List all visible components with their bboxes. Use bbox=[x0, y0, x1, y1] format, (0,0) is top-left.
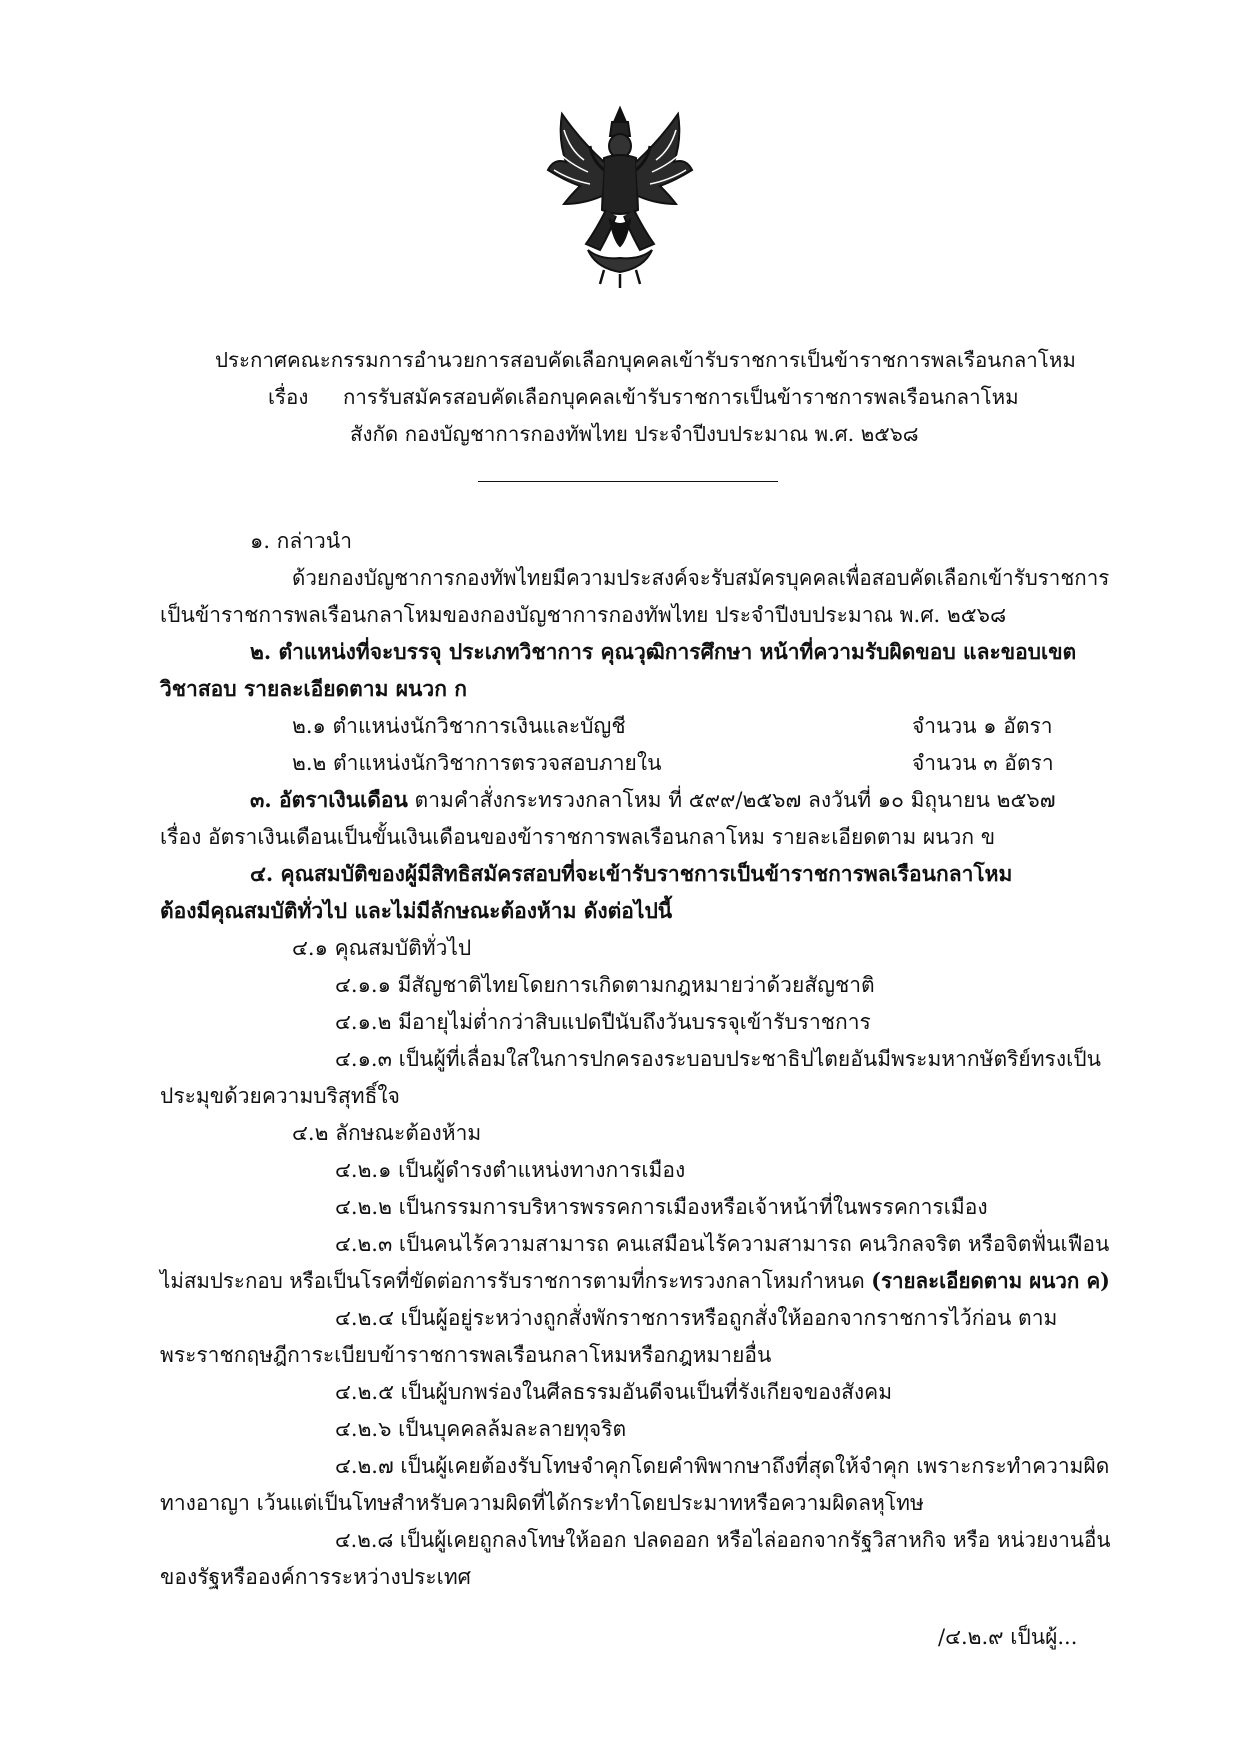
item-4-2-1: ๔.๒.๑ เป็นผู้ดำรงตำแหน่งทางการเมือง bbox=[335, 1158, 686, 1182]
item-4-2-6: ๔.๒.๖ เป็นบุคคลล้มละลายทุจริต bbox=[335, 1417, 627, 1441]
item-4-2-3-text: ไม่สมประกอบ หรือเป็นโรคที่ขัดต่อการรับราชการตามที่กระทรวงกลาโหมกำหนด bbox=[160, 1269, 872, 1293]
section-4-title-line-1: ๔. คุณสมบัติของผู้มีสิทธิสมัครสอบที่จะเข้ารับราชการเป็นข้าราชการพลเรือนกลาโหม bbox=[250, 861, 1013, 886]
section-1-paragraph-line-2: เป็นข้าราชการพลเรือนกลาโหมของกองบัญชาการกองทัพไทย ประจำปีงบประมาณ พ.ศ. ๒๕๖๘ bbox=[160, 603, 1007, 627]
item-4-2-3-line-2 bbox=[160, 1266, 1110, 1296]
section-1-paragraph-line-1: ด้วยกองบัญชาการกองทัพไทยมีความประสงค์จะรับสมัครบุคคลเพื่อสอบคัดเลือกเข้ารับราชการ bbox=[292, 566, 1110, 590]
item-4-2-3-line-1: ๔.๒.๓ เป็นคนไร้ความสามารถ คนเสมือนไร้ความสามารถ คนวิกลจริต หรือจิตฟั่นเฟือน bbox=[335, 1232, 1110, 1256]
item-4-1: ๔.๑ คุณสมบัติทั่วไป bbox=[292, 936, 472, 960]
section-4-title-line-2: ต้องมีคุณสมบัติทั่วไป และไม่มีลักษณะต้องห้าม ดังต่อไปนี้ bbox=[160, 898, 673, 923]
item-4-2-7-line-1: ๔.๒.๗ เป็นผู้เคยต้องรับโทษจำคุกโดยคำพิพากษาถึงที่สุดให้จำคุก เพราะกระทำความผิด bbox=[335, 1454, 1110, 1478]
position-2-2: ๒.๒ ตำแหน่งนักวิชาการตรวจสอบภายใน bbox=[292, 751, 662, 775]
subject-label: เรื่อง bbox=[268, 385, 309, 409]
item-4-2-5: ๔.๒.๕ เป็นผู้บกพร่องในศีลธรรมอันดีจนเป็นที่รังเกียจของสังคม bbox=[335, 1380, 893, 1404]
header-line-1: ประกาศคณะกรรมการอำนวยการสอบคัดเลือกบุคคลเข้ารับราชการเป็นข้าราชการพลเรือนกลาโหม bbox=[215, 348, 1076, 372]
position-2-1-count: จำนวน ๑ อัตรา bbox=[912, 714, 1053, 738]
item-4-2-7-line-2: ทางอาญา เว้นแต่เป็นโทษสำหรับความผิดที่ได้กระทำโดยประมาทหรือความผิดลหุโทษ bbox=[160, 1491, 924, 1515]
item-4-2: ๔.๒ ลักษณะต้องห้าม bbox=[292, 1121, 482, 1145]
item-4-1-2: ๔.๑.๒ มีอายุไม่ต่ำกว่าสิบแปดปีนับถึงวันบรรจุเข้ารับราชการ bbox=[335, 1010, 871, 1034]
item-4-1-1: ๔.๑.๑ มีสัญชาติไทยโดยการเกิดตามกฎหมายว่าด้วยสัญชาติ bbox=[335, 973, 875, 997]
position-2-1: ๒.๑ ตำแหน่งนักวิชาการเงินและบัญชี bbox=[292, 714, 626, 738]
item-4-1-3-line-2: ประมุขด้วยความบริสุทธิ์ใจ bbox=[160, 1084, 400, 1108]
section-3-text: ตามคำสั่งกระทรวงกลาโหม ที่ ๕๙๙/๒๕๖๗ ลงวันที่ ๑๐ มิถุนายน ๒๕๖๗ bbox=[407, 788, 1056, 812]
item-4-2-4-line-2: พระราชกฤษฎีการะเบียบข้าราชการพลเรือนกลาโหมหรือกฎหมายอื่น bbox=[160, 1343, 772, 1367]
section-1-title: ๑. กล่าวนำ bbox=[250, 529, 352, 553]
section-3-line-1 bbox=[250, 785, 1055, 815]
item-4-2-2: ๔.๒.๒ เป็นกรรมการบริหารพรรคการเมืองหรือเจ้าหน้าที่ในพรรคการเมือง bbox=[335, 1195, 988, 1219]
section-2-title-line-1: ๒. ตำแหน่งที่จะบรรจุ ประเภทวิชาการ คุณวุฒิการศึกษา หน้าที่ความรับผิดขอบ และขอบเขต bbox=[250, 639, 1077, 664]
section-2-title-line-2: วิชาสอบ รายละเอียดตาม ผนวก ก bbox=[160, 676, 467, 701]
item-4-2-3-annex: (รายละเอียดตาม ผนวก ค) bbox=[871, 1268, 1110, 1293]
section-3-title: ๓. อัตราเงินเดือน bbox=[250, 787, 408, 812]
continuation-marker: /๔.๒.๙ เป็นผู้... bbox=[938, 1625, 1078, 1649]
garuda-emblem-icon bbox=[540, 100, 700, 290]
section-3-line-2: เรื่อง อัตราเงินเดือนเป็นขั้นเงินเดือนของข้าราชการพลเรือนกลาโหม รายละเอียดตาม ผนวก ข bbox=[160, 825, 996, 849]
item-4-1-3-line-1: ๔.๑.๓ เป็นผู้ที่เลื่อมใสในการปกครองระบอบประชาธิปไตยอันมีพระมหากษัตริย์ทรงเป็น bbox=[335, 1047, 1101, 1071]
header-line-3: สังกัด กองบัญชาการกองทัพไทย ประจำปีงบประมาณ พ.ศ. ๒๕๖๘ bbox=[350, 422, 919, 446]
item-4-2-8-line-2: ของรัฐหรือองค์การระหว่างประเทศ bbox=[160, 1565, 472, 1589]
header-divider bbox=[478, 481, 778, 482]
header-line-2: การรับสมัครสอบคัดเลือกบุคคลเข้ารับราชการเป็นข้าราชการพลเรือนกลาโหม bbox=[343, 385, 1019, 409]
item-4-2-8-line-1: ๔.๒.๘ เป็นผู้เคยถูกลงโทษให้ออก ปลดออก หรือไล่ออกจากรัฐวิสาหกิจ หรือ หน่วยงานอื่น bbox=[335, 1528, 1111, 1552]
position-2-2-count: จำนวน ๓ อัตรา bbox=[912, 751, 1054, 775]
item-4-2-4-line-1: ๔.๒.๔ เป็นผู้อยู่ระหว่างถูกสั่งพักราชการหรือถูกสั่งให้ออกจากราชการไว้ก่อน ตาม bbox=[335, 1306, 1058, 1330]
